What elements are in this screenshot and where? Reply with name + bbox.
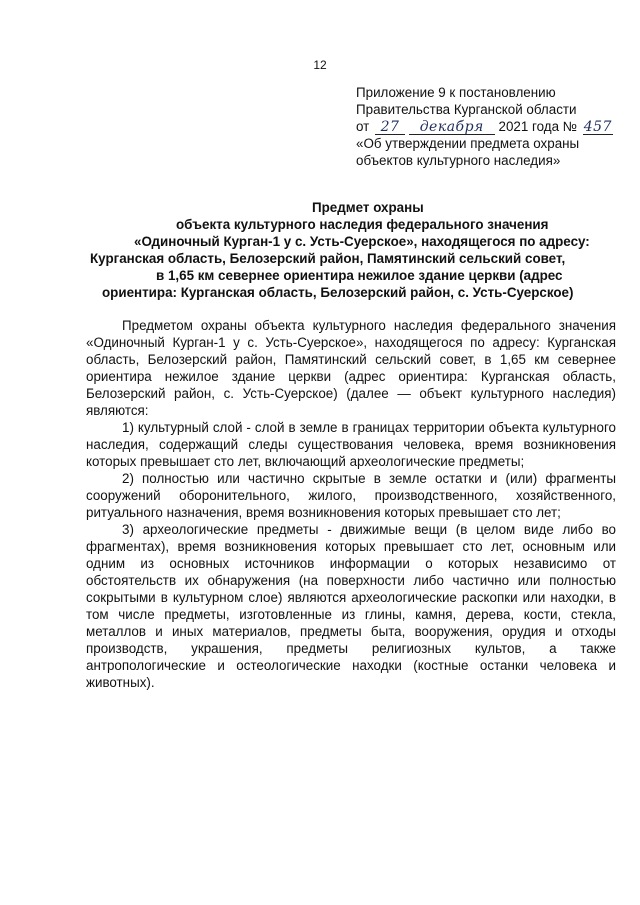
document-title (90, 199, 630, 301)
document-number-handwritten: 457 (583, 119, 612, 135)
title-line-6: ориентира: Курганская область, Белозерский район, с. Усть-Суерское) (102, 285, 574, 300)
list-item-2: 2) полностью или частично скрытые в земле остатки и (или) фрагменты сооружений оборонительного, жилого, производственного, хозяйственного, ритуального назначения, время возникновения которых превышает сто лет; (86, 471, 616, 520)
date-year: 2021 года № (498, 119, 578, 134)
title-line-2: объекта культурного наследия федерального значения (176, 217, 549, 232)
appendix-line-2: Правительства Курганской области (356, 102, 577, 117)
title-line-4: Курганская область, Белозерский район, Памятинский сельский совет, (90, 251, 566, 266)
document-body (86, 317, 616, 691)
intro-paragraph: Предметом охраны объекта культурного наследия федерального значения «Одиночный Курган-1 у с. Усть-Суерское», находящегося по адресу: Курганская область, Белозерский район, Памятинский сельский совет, в 1,65 км севернее ориентира нежилое здание церкви (адрес ориентира: Курганская область, Белозерский район, с. Усть-Суерское) (далее — объект культурного наследия) являются: (86, 318, 616, 418)
title-line-5: в 1,65 км севернее ориентира нежилое здание церкви (адрес (156, 268, 563, 283)
title-line-1: Предмет охраны (312, 200, 424, 215)
title-line-3: «Одиночный Курган-1 у с. Усть-Суерское», находящегося по адресу: (134, 234, 590, 249)
date-prefix: от (356, 119, 370, 134)
date-day-handwritten: 27 (375, 120, 405, 135)
date-month-handwritten: декабря (409, 120, 495, 135)
page-number: 12 (313, 58, 327, 72)
appendix-line-1: Приложение 9 к постановлению (356, 85, 556, 100)
list-item-3: 3) археологические предметы - движимые вещи (в целом виде либо во фрагментах), время возникновения которых превышает сто лет, основным или одним из основных источников информации о которых независимо от обстоятельств их обнаружения (на поверхности либо частично или полностью сокрытыми в культурном слое) являются археологические раскопки или находки, в том числе предметы, изготовленные из глины, камня, дерева, кости, стекла, металлов и иных материалов, предметы быта, вооружения, орудия и отходы производств, украшения, предметы религиозных культов, а также антропологические и остеологические находки (костные останки человека и животных). (86, 522, 616, 690)
appendix-line-4: «Об утверждении предмета охраны (356, 136, 580, 151)
list-item-1: 1) культурный слой - слой в земле в границах территории объекта культурного наследия, содержащий следы существования человека, время возникновения которых превышает сто лет, включающий археологические предметы; (86, 420, 616, 469)
appendix-line-5: объектов культурного наследия» (356, 153, 561, 168)
appendix-header (356, 84, 626, 169)
appendix-date-line (356, 118, 626, 135)
